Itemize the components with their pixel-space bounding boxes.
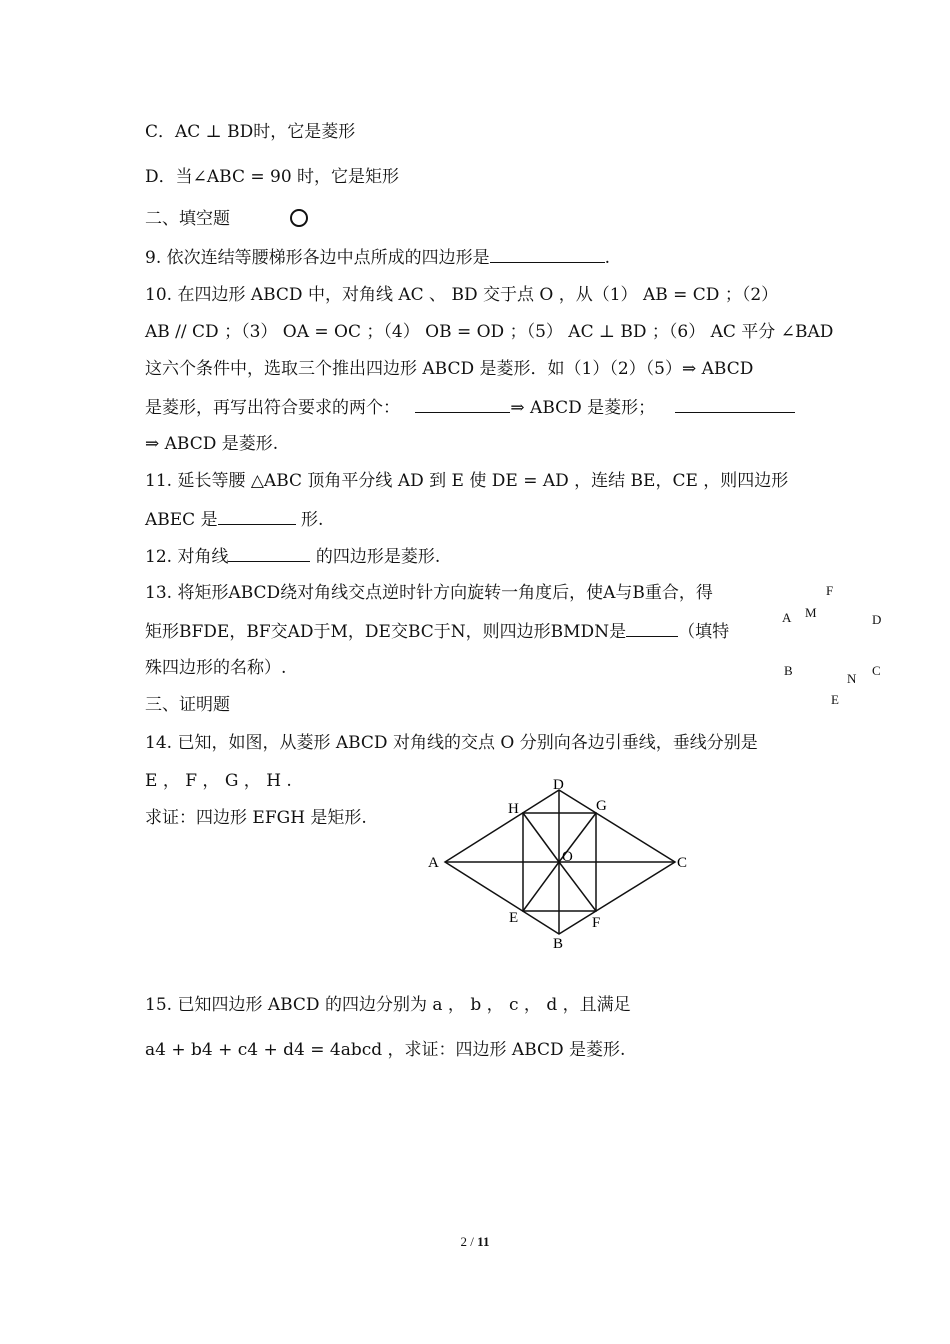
question-12 <box>145 545 440 568</box>
answer-blank[interactable] <box>228 545 310 562</box>
circle-mark-icon <box>290 209 308 227</box>
fig13-label-c: C <box>872 663 881 678</box>
question-14-line2: E ， F ， G ， H . <box>145 771 292 791</box>
question-14-line3: 求证：四边形 EFGH 是矩形. <box>145 808 367 828</box>
fig13-label-b: B <box>784 663 793 678</box>
page-footer <box>0 1234 950 1250</box>
question-11-line2-end: 形. <box>301 510 324 530</box>
option-d: D．当∠ABC = 90 时，它是矩形 <box>145 167 400 187</box>
question-10-line4-text: 是菱形，再写出符合要求的两个： <box>145 398 400 418</box>
question-9-text: 9. 依次连结等腰梯形各边中点所成的四边形是 <box>145 248 490 268</box>
question-13-line2 <box>145 620 729 643</box>
fig13-label-f: F <box>826 583 834 598</box>
answer-blank[interactable] <box>218 508 296 525</box>
fig13-label-m: M <box>805 605 817 620</box>
question-13-line1: 13. 将矩形ABCD绕对角线交点逆时针方向旋转一角度后，使A与B重合，得 <box>145 583 713 603</box>
section-proof-title: 三、证明题 <box>145 695 230 715</box>
question-10-line4-mid: ⇒ ABCD 是菱形； <box>510 398 656 418</box>
question-10-line5: ⇒ ABCD 是菱形. <box>145 434 279 454</box>
fig13-label-e: E <box>831 692 839 707</box>
question-13-line2-end: （填特 <box>678 622 730 642</box>
question-12-end: 的四边形是菱形. <box>315 547 441 567</box>
page-separator: / <box>470 1234 474 1249</box>
question-13-line2-text: 矩形BFDE，BF交AD于M，DE交BC于N，则四边形BMDN是 <box>145 622 627 642</box>
fig13-label-n: N <box>847 671 857 686</box>
answer-blank[interactable] <box>415 396 510 413</box>
question-10-line4 <box>145 396 795 419</box>
fig14-label-d: D <box>553 777 564 793</box>
rhombus-figure <box>420 770 710 955</box>
question-10-line1: 10. 在四边形 ABCD 中，对角线 AC 、 BD 交于点 O ，从（1） AB = CD ；（2） <box>145 285 779 305</box>
fig13-label-d: D <box>872 612 882 627</box>
fig13-label-a: A <box>782 610 792 625</box>
question-12-text: 12. 对角线 <box>145 547 229 567</box>
fig14-label-g: G <box>596 798 607 814</box>
answer-blank[interactable] <box>675 396 795 413</box>
question-15-line1: 15. 已知四边形 ABCD 的四边分别为 a ， b ， c ， d ，且满足 <box>145 995 631 1015</box>
question-11-line2 <box>145 508 323 531</box>
fig14-label-b: B <box>553 936 564 952</box>
fig14-label-e: E <box>509 910 519 926</box>
question-11-line1: 11. 延长等腰 △ABC 顶角平分线 AD 到 E 使 DE = AD ，连结 BE，CE ，则四边形 <box>145 471 789 491</box>
answer-blank[interactable] <box>490 246 605 263</box>
page-total: 11 <box>477 1234 490 1249</box>
question-14-line1: 14. 已知，如图，从菱形 ABCD 对角线的交点 O 分别向各边引垂线，垂线分别是 <box>145 733 758 753</box>
answer-blank[interactable] <box>626 620 678 637</box>
section-fill-in-title: 二、填空题 <box>145 209 230 229</box>
question-9 <box>145 246 610 269</box>
question-13-line3: 殊四边形的名称）. <box>145 658 287 678</box>
question-10-line3: 这六个条件中，选取三个推出四边形 ABCD 是菱形．如（1）（2）（5）⇒ ABCD <box>145 359 754 379</box>
fig14-label-c: C <box>677 855 688 871</box>
question-15-line2: a4 + b4 + c4 + d4 = 4abcd ，求证：四边形 ABCD 是菱形. <box>145 1040 626 1060</box>
fig14-label-a: A <box>428 855 439 871</box>
question-10-line2: AB // CD ；（3） OA = OC ；（4） OB = OD ；（5） AC ⊥ BD ；（6） AC 平分 ∠BAD <box>145 322 834 342</box>
question-11-line2-text: ABEC 是 <box>145 510 218 530</box>
option-c: C．AC ⊥ BD时，它是菱形 <box>145 122 356 142</box>
fig14-label-o: O <box>562 849 573 865</box>
question-9-end: . <box>604 248 611 268</box>
fig14-label-h: H <box>508 801 519 817</box>
fig14-label-f: F <box>592 915 601 931</box>
page-number: 2 <box>460 1234 468 1249</box>
